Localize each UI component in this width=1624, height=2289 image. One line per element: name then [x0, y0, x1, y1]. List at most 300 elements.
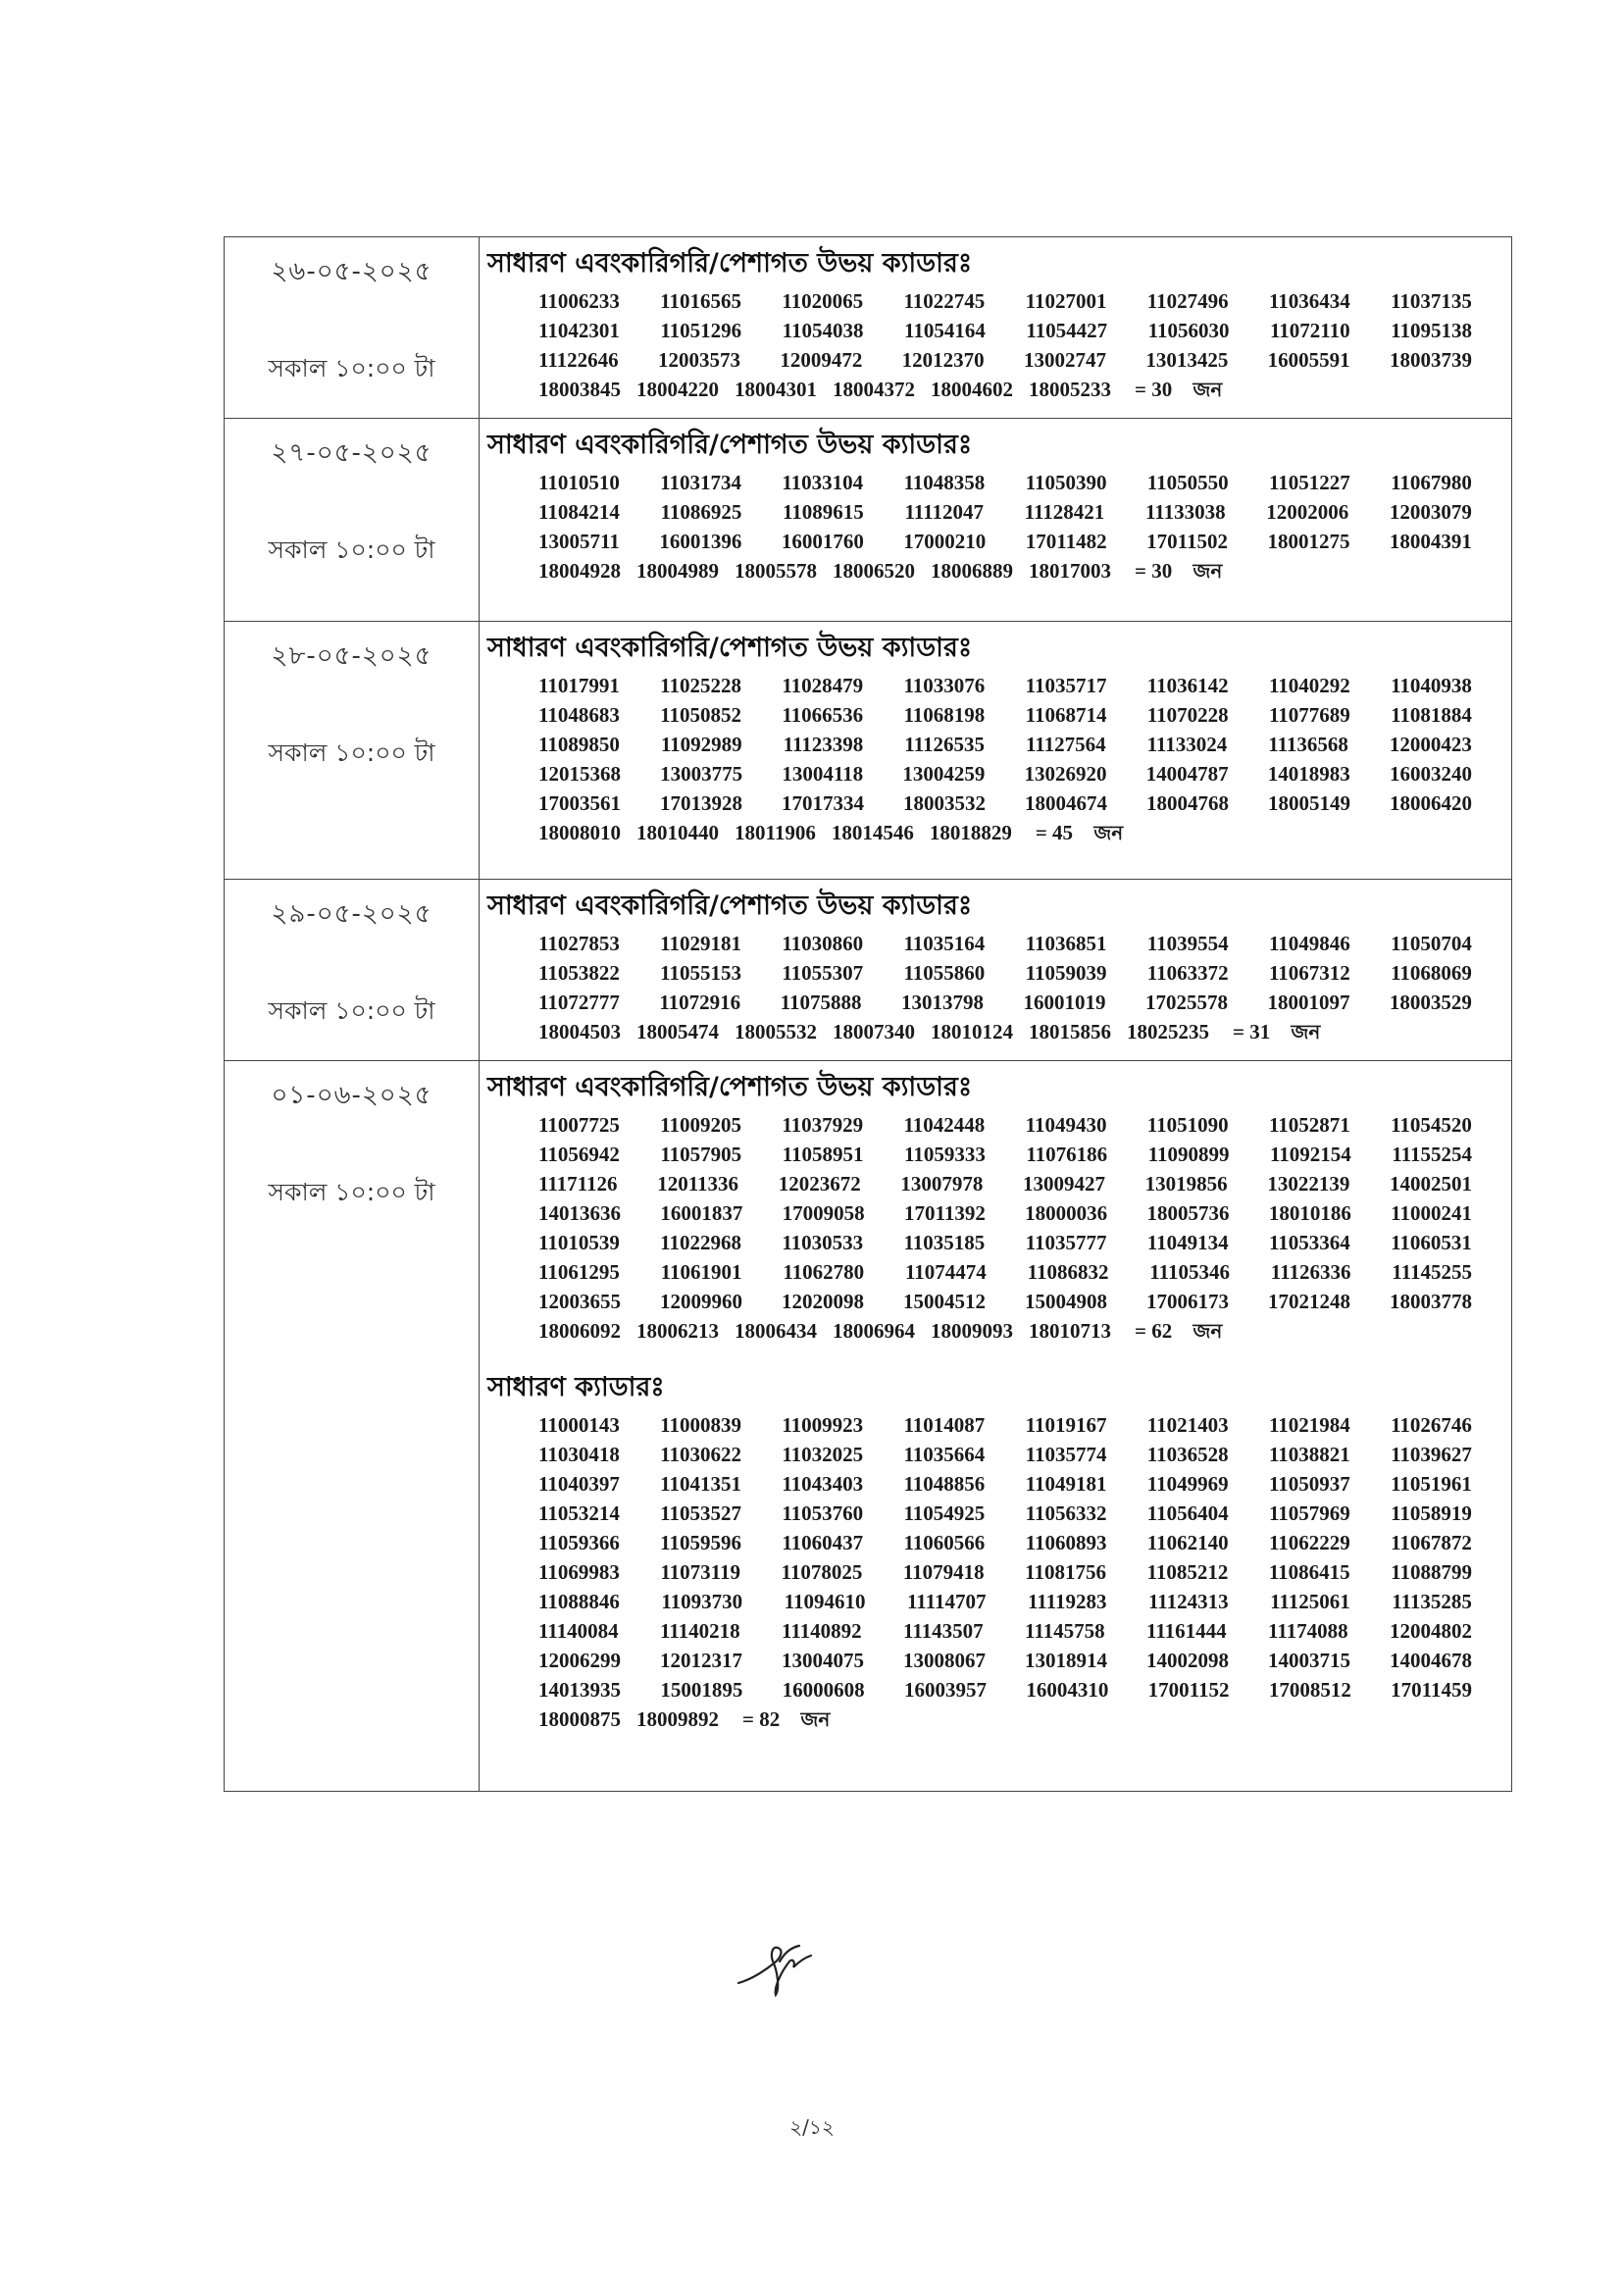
schedule-row	[225, 879, 1511, 1060]
roll-number-line	[487, 988, 1472, 1017]
roll-number: 11054038	[782, 319, 864, 342]
roll-number: 11133038	[1144, 500, 1226, 524]
roll-number: 11054520	[1391, 1113, 1472, 1137]
roll-number: 11062780	[783, 1260, 865, 1284]
roll-list-cell	[480, 1061, 1511, 1791]
date-cell	[225, 1061, 480, 1791]
roll-number: 18003778	[1390, 1290, 1472, 1313]
roll-number: 11114707	[906, 1590, 987, 1613]
roll-number: 11126336	[1270, 1260, 1351, 1284]
exam-date: ২৭-০৫-২০২৫	[271, 438, 432, 468]
roll-number-line	[487, 671, 1472, 700]
roll-number: 11072110	[1269, 319, 1350, 342]
roll-number: 11036851	[1025, 932, 1107, 955]
exam-time: সকাল ১০:০০ টা	[268, 354, 435, 382]
roll-number: 11030418	[538, 1443, 620, 1466]
roll-number: 11068198	[903, 703, 986, 727]
roll-number: 11038821	[1268, 1443, 1350, 1466]
roll-number: 11053822	[538, 961, 620, 985]
roll-number: 11027853	[538, 932, 620, 955]
roll-number: 11054925	[903, 1501, 986, 1525]
roll-number: 11068069	[1391, 961, 1472, 985]
roll-number-line	[487, 1110, 1472, 1140]
cadre-heading: সাধারণ এবংকারিগরি/পেশাগত উভয় ক্যাডারঃ	[487, 248, 973, 279]
roll-number: 11010510	[538, 471, 620, 494]
roll-number: 11010539	[538, 1231, 620, 1254]
roll-number: 13019856	[1144, 1172, 1228, 1195]
roll-number: 11042448	[903, 1113, 986, 1137]
roll-number: 11051227	[1268, 471, 1350, 494]
roll-number: 11119283	[1027, 1590, 1107, 1613]
roll-number: 11032025	[782, 1443, 864, 1466]
roll-number: 12023672	[778, 1172, 861, 1195]
roll-number: 11053527	[660, 1501, 741, 1525]
roll-number-line	[487, 1198, 1472, 1228]
roll-number-line	[487, 1704, 1472, 1734]
roll-number-line	[487, 1587, 1472, 1616]
roll-number: 18004372	[833, 378, 915, 401]
roll-number: 11033076	[903, 674, 986, 697]
roll-number: 13007978	[900, 1172, 984, 1195]
roll-number: 11049430	[1025, 1113, 1107, 1137]
exam-date: ২৮-০৫-২০২৫	[271, 641, 432, 671]
roll-number: 11073119	[660, 1560, 741, 1584]
roll-number: 11086415	[1268, 1560, 1350, 1584]
roll-number: 18004768	[1146, 791, 1229, 815]
roll-number: 11145758	[1025, 1619, 1105, 1643]
roll-number: 11143507	[903, 1619, 984, 1643]
roll-number: 12009960	[660, 1290, 742, 1313]
roll-list-cell	[480, 880, 1511, 1060]
roll-number: 11009923	[782, 1413, 864, 1437]
roll-number: 11093730	[661, 1590, 743, 1613]
roll-number: 13009427	[1023, 1172, 1105, 1195]
roll-number: 11088799	[1391, 1560, 1472, 1584]
roll-number: 11068714	[1025, 703, 1107, 727]
roll-number: 17008512	[1268, 1678, 1351, 1702]
roll-number: 18010124	[931, 1020, 1013, 1043]
roll-number: 17001152	[1147, 1678, 1230, 1702]
roll-number: 11051090	[1146, 1113, 1229, 1137]
roll-number-line	[487, 929, 1472, 958]
roll-number: 11043403	[782, 1472, 864, 1496]
total-unit: জন	[1193, 559, 1223, 583]
roll-number: 11123398	[783, 733, 864, 756]
roll-number: 16001019	[1023, 991, 1106, 1014]
roll-number: 11171126	[538, 1172, 618, 1195]
roll-number: 18006434	[735, 1319, 817, 1343]
roll-number: 15001895	[660, 1678, 743, 1702]
roll-number: 13013798	[900, 991, 984, 1014]
exam-date: ০১-০৬-২০২৫	[271, 1081, 432, 1110]
exam-time: সকাল ১০:০০ টা	[268, 738, 435, 767]
roll-number: 11066536	[782, 703, 864, 727]
roll-number-line	[487, 759, 1472, 788]
roll-number: 11056030	[1147, 319, 1230, 342]
roll-number: 11060893	[1025, 1531, 1107, 1554]
roll-number: 12011336	[657, 1172, 739, 1195]
roll-number: 11049846	[1268, 932, 1350, 955]
roll-number: 13004118	[782, 762, 864, 786]
roll-number: 11122646	[538, 348, 619, 372]
roll-number: 11020065	[782, 289, 864, 313]
total-unit: জন	[1093, 821, 1124, 844]
roll-number: 11061901	[660, 1260, 742, 1284]
roll-number: 11124313	[1147, 1590, 1229, 1613]
roll-number: 13005711	[538, 530, 620, 553]
roll-number: 11053364	[1268, 1231, 1350, 1254]
roll-number: 11035185	[903, 1231, 986, 1254]
roll-number: 11059366	[538, 1531, 620, 1554]
roll-number: 11105346	[1149, 1260, 1230, 1284]
roll-number: 11090899	[1147, 1143, 1230, 1166]
roll-number: 11053214	[538, 1501, 620, 1525]
roll-number-line	[487, 1469, 1472, 1499]
roll-number: 11033104	[782, 471, 864, 494]
roll-list-cell	[480, 237, 1511, 418]
roll-number: 13003775	[660, 762, 743, 786]
roll-number-line	[487, 1140, 1472, 1169]
roll-number: 11067312	[1268, 961, 1350, 985]
roll-number: 18003739	[1389, 348, 1472, 372]
roll-number: 12003655	[538, 1290, 621, 1313]
roll-number: 11026746	[1391, 1413, 1472, 1437]
roll-number: 11061295	[538, 1260, 620, 1284]
roll-number: 18004674	[1025, 791, 1107, 815]
roll-number: 18003845	[538, 378, 621, 401]
roll-number: 12000423	[1389, 733, 1472, 756]
roll-number: 18015856	[1029, 1020, 1111, 1043]
roll-number: 11056332	[1025, 1501, 1107, 1525]
total-count	[1135, 1316, 1238, 1346]
roll-number: 18010186	[1268, 1201, 1351, 1225]
roll-number: 11125061	[1270, 1590, 1350, 1613]
roll-number: 11054427	[1026, 319, 1108, 342]
roll-number: 11086832	[1027, 1260, 1109, 1284]
roll-number: 15004908	[1025, 1290, 1107, 1313]
schedule-row	[225, 236, 1511, 418]
roll-number: 11058951	[782, 1143, 864, 1166]
roll-number: 11048358	[903, 471, 986, 494]
roll-number: 11067980	[1391, 471, 1472, 494]
roll-number: 11031734	[660, 471, 741, 494]
roll-number: 11030622	[660, 1443, 741, 1466]
roll-number: 14002098	[1146, 1649, 1229, 1672]
roll-number: 12006299	[538, 1649, 621, 1672]
roll-number: 12012370	[901, 348, 985, 372]
roll-number: 11022745	[903, 289, 986, 313]
roll-number: 11050852	[660, 703, 741, 727]
roll-number: 16003957	[903, 1678, 987, 1702]
roll-number: 18003532	[903, 791, 986, 815]
roll-number: 11051296	[660, 319, 742, 342]
roll-number: 18004503	[538, 1020, 621, 1043]
roll-number-line	[487, 1440, 1472, 1469]
roll-number: 11036528	[1146, 1443, 1229, 1466]
roll-number: 11075888	[780, 991, 862, 1014]
roll-number: 11017991	[538, 674, 620, 697]
roll-number: 11092154	[1269, 1143, 1351, 1166]
cadre-heading: সাধারণ এবংকারিগরি/পেশাগত উভয় ক্যাডারঃ	[487, 633, 973, 663]
roll-number-line	[487, 1675, 1472, 1704]
roll-number: 11000241	[1391, 1201, 1472, 1225]
roll-number: 11050937	[1268, 1472, 1350, 1496]
roll-number: 11072777	[538, 991, 620, 1014]
roll-number: 12003079	[1389, 500, 1472, 524]
roll-number: 18006092	[538, 1319, 621, 1343]
date-cell	[225, 237, 480, 418]
roll-number: 17006173	[1146, 1290, 1229, 1313]
roll-number: 11127564	[1025, 733, 1106, 756]
roll-number: 13018914	[1025, 1649, 1107, 1672]
roll-number: 11140084	[538, 1619, 619, 1643]
roll-number: 11029181	[660, 932, 741, 955]
roll-number: 11081884	[1391, 703, 1472, 727]
roll-number-line	[487, 468, 1472, 497]
roll-number: 13004259	[902, 762, 986, 786]
roll-number: 11112047	[904, 500, 984, 524]
roll-number: 11049969	[1146, 1472, 1229, 1496]
total-count	[1233, 1017, 1336, 1046]
cadre-heading: সাধারণ এবংকারিগরি/পেশাগত উভয় ক্যাডারঃ	[487, 430, 973, 460]
total-unit: জন	[1193, 378, 1223, 401]
roll-number: 11021984	[1268, 1413, 1350, 1437]
roll-number: 14003715	[1268, 1649, 1350, 1672]
roll-number: 18000875	[538, 1707, 621, 1731]
roll-number: 11070228	[1146, 703, 1229, 727]
roll-number: 13013425	[1145, 348, 1229, 372]
roll-number: 11050390	[1025, 471, 1107, 494]
roll-number: 18006420	[1390, 791, 1472, 815]
schedule-row	[225, 418, 1511, 621]
roll-number: 11040292	[1268, 674, 1350, 697]
schedule-row	[225, 1060, 1511, 1791]
roll-number: 11161444	[1146, 1619, 1227, 1643]
roll-number: 11060566	[903, 1531, 986, 1554]
roll-number: 18006520	[833, 559, 915, 583]
roll-number: 11088846	[538, 1590, 620, 1613]
roll-number-line	[487, 788, 1472, 818]
roll-number: 11059039	[1025, 961, 1107, 985]
roll-number: 13004075	[782, 1649, 864, 1672]
roll-number: 18008010	[538, 821, 621, 844]
roll-number: 11049181	[1025, 1472, 1107, 1496]
roll-number: 11174088	[1268, 1619, 1348, 1643]
roll-number: 18005233	[1029, 378, 1111, 401]
roll-number-line	[487, 316, 1472, 345]
roll-number: 11014087	[903, 1413, 986, 1437]
roll-number: 16003240	[1389, 762, 1472, 786]
roll-number: 11074474	[904, 1260, 987, 1284]
roll-number: 17011482	[1025, 530, 1107, 553]
roll-number: 11076186	[1026, 1143, 1108, 1166]
roll-number: 11067872	[1391, 1531, 1472, 1554]
roll-number-line	[487, 1646, 1472, 1675]
total-number: = 30	[1135, 559, 1173, 583]
roll-number: 18004602	[931, 378, 1013, 401]
roll-number: 18005474	[636, 1020, 719, 1043]
total-number: = 45	[1035, 821, 1074, 844]
roll-number: 13022139	[1267, 1172, 1350, 1195]
roll-number: 18010713	[1029, 1319, 1111, 1343]
roll-number: 11035164	[903, 932, 986, 955]
roll-number-line	[487, 1528, 1472, 1557]
roll-number: 17017334	[782, 791, 864, 815]
roll-number: 11049134	[1146, 1231, 1229, 1254]
roll-number: 11140218	[660, 1619, 740, 1643]
roll-number: 18007340	[833, 1020, 915, 1043]
roll-number: 12002006	[1266, 500, 1349, 524]
roll-number: 11037135	[1391, 289, 1472, 313]
roll-number: 16001396	[659, 530, 742, 553]
roll-number: 11084214	[538, 500, 620, 524]
total-number: = 31	[1233, 1020, 1271, 1043]
roll-number: 11135285	[1392, 1590, 1472, 1613]
roll-number: 11056404	[1146, 1501, 1229, 1525]
roll-number: 13026920	[1024, 762, 1107, 786]
roll-number: 12003573	[658, 348, 741, 372]
roll-number: 11060437	[782, 1531, 864, 1554]
roll-number: 11059333	[903, 1143, 986, 1166]
roll-number: 11000143	[538, 1413, 620, 1437]
roll-number-line	[487, 1228, 1472, 1257]
roll-number-line	[487, 1557, 1472, 1587]
roll-number: 11056942	[538, 1143, 620, 1166]
roll-number: 13008067	[903, 1649, 986, 1672]
roll-number: 14013935	[538, 1678, 621, 1702]
roll-number: 18006964	[833, 1319, 915, 1343]
roll-number-line	[487, 1499, 1472, 1528]
roll-number: 11019167	[1025, 1413, 1107, 1437]
roll-number: 11085212	[1146, 1560, 1229, 1584]
roll-number: 11086925	[660, 500, 742, 524]
roll-number-line	[487, 527, 1472, 556]
roll-number: 11095138	[1391, 319, 1472, 342]
roll-number: 12009472	[780, 348, 863, 372]
roll-number: 11039627	[1391, 1443, 1472, 1466]
total-count	[1135, 556, 1238, 585]
roll-number: 11036142	[1146, 674, 1229, 697]
roll-number: 14004678	[1390, 1649, 1472, 1672]
roll-number: 17003561	[538, 791, 621, 815]
roll-number: 17011459	[1391, 1678, 1472, 1702]
roll-number: 11126535	[904, 733, 985, 756]
roll-number: 18005578	[735, 559, 817, 583]
roll-number: 17021248	[1268, 1290, 1350, 1313]
total-count	[1036, 818, 1139, 847]
date-cell	[225, 880, 480, 1060]
roll-number: 11072916	[659, 991, 741, 1014]
cadre-heading: সাধারণ ক্যাডারঃ	[487, 1372, 665, 1402]
roll-number: 11000839	[660, 1413, 741, 1437]
roll-number: 11094610	[784, 1590, 866, 1613]
roll-number: 16004310	[1026, 1678, 1109, 1702]
roll-number-line	[487, 958, 1472, 988]
roll-number: 11059596	[660, 1531, 741, 1554]
roll-number: 18006213	[636, 1319, 719, 1343]
roll-number: 14013636	[538, 1201, 621, 1225]
total-number: = 82	[742, 1707, 781, 1731]
roll-number: 11069983	[538, 1560, 620, 1584]
roll-number: 11058919	[1391, 1501, 1472, 1525]
roll-number: 18005149	[1268, 791, 1350, 815]
roll-number: 14002501	[1389, 1172, 1472, 1195]
roll-number: 17000210	[903, 530, 987, 553]
roll-number: 11128421	[1024, 500, 1105, 524]
roll-list-cell	[480, 622, 1511, 879]
roll-number-line	[487, 818, 1472, 847]
total-unit: জন	[1193, 1319, 1223, 1343]
roll-number-line	[487, 375, 1472, 404]
roll-number: 11145255	[1392, 1260, 1472, 1284]
roll-number: 11062229	[1268, 1531, 1350, 1554]
roll-number: 11136568	[1268, 733, 1348, 756]
roll-number-line	[487, 1169, 1472, 1198]
roll-number: 11055307	[782, 961, 864, 985]
roll-number: 16005591	[1267, 348, 1350, 372]
total-unit: জন	[800, 1707, 831, 1731]
roll-number: 16001837	[660, 1201, 743, 1225]
roll-number: 11052871	[1268, 1113, 1350, 1137]
roll-number: 11006233	[538, 289, 620, 313]
roll-number: 11039554	[1146, 932, 1229, 955]
roll-number: 11063372	[1146, 961, 1229, 985]
total-count	[1135, 375, 1238, 404]
roll-number: 11007725	[538, 1113, 620, 1137]
roll-number: 11092989	[660, 733, 742, 756]
roll-number: 18000036	[1025, 1201, 1108, 1225]
roll-number: 11077689	[1268, 703, 1350, 727]
exam-time: সকাল ১০:০০ টা	[268, 1178, 435, 1206]
roll-number: 11054164	[903, 319, 986, 342]
roll-number: 11041351	[660, 1472, 741, 1496]
roll-number: 18025235	[1127, 1020, 1209, 1043]
roll-number: 18009892	[636, 1707, 719, 1731]
roll-number: 11155254	[1392, 1143, 1472, 1166]
roll-number: 13002747	[1024, 348, 1106, 372]
roll-number: 11035717	[1025, 674, 1107, 697]
cadre-heading: সাধারণ এবংকারিগরি/পেশাগত উভয় ক্যাডারঃ	[487, 890, 973, 921]
exam-time: সকাল ১০:০০ টা	[268, 996, 435, 1025]
roll-number: 11025228	[660, 674, 741, 697]
roll-number: 12020098	[782, 1290, 864, 1313]
roll-number: 17013928	[660, 791, 742, 815]
roll-number: 11027496	[1146, 289, 1229, 313]
roll-number-line	[487, 1287, 1472, 1316]
roll-number: 18014546	[831, 821, 914, 844]
roll-number: 11048856	[903, 1472, 986, 1496]
roll-number: 11042301	[538, 319, 620, 342]
roll-number-line	[487, 556, 1472, 585]
roll-number: 18004989	[636, 559, 719, 583]
roll-number: 15004512	[903, 1290, 986, 1313]
roll-number: 18004220	[636, 378, 719, 401]
roll-number: 17009058	[782, 1201, 865, 1225]
roll-number: 11089850	[538, 733, 620, 756]
total-number: = 62	[1135, 1319, 1173, 1343]
roll-number: 17011392	[903, 1201, 986, 1225]
roll-number: 11021403	[1146, 1413, 1229, 1437]
roll-number: 11078025	[781, 1560, 863, 1584]
roll-number: 18004928	[538, 559, 621, 583]
total-number: = 30	[1135, 378, 1173, 401]
roll-number-line	[487, 1616, 1472, 1646]
roll-number-line	[487, 1410, 1472, 1440]
roll-number-line	[487, 286, 1472, 316]
roll-number: 16000608	[782, 1678, 865, 1702]
roll-number: 11035774	[1025, 1443, 1107, 1466]
roll-number: 18005532	[735, 1020, 817, 1043]
